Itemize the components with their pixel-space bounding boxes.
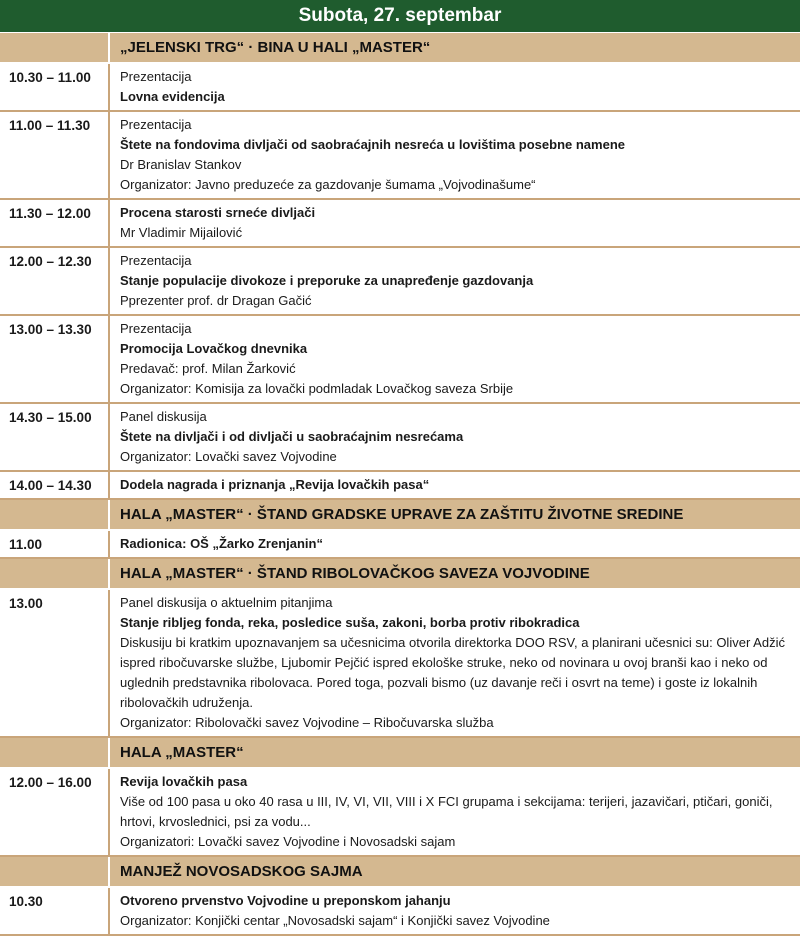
page-title: Subota, 27. septembar: [0, 0, 800, 33]
section-spacer: [0, 558, 109, 589]
section-header: [0, 558, 800, 589]
event-details: [109, 887, 800, 935]
event-details: [109, 471, 800, 499]
section-spacer: [0, 33, 109, 63]
schedule-row: [0, 530, 800, 558]
event-time: 12.00 – 12.30: [0, 247, 109, 315]
event-details: [109, 247, 800, 315]
event-title: Štete na divljači i od divljači u saobraćajnim nesrećama: [120, 429, 464, 444]
event-presenter: Mr Vladimir Mijailović: [120, 225, 243, 240]
schedule-row: [0, 471, 800, 499]
event-type: Panel diskusija o aktuelnim pitanjima: [120, 595, 333, 610]
event-time: 13.00 – 13.30: [0, 315, 109, 403]
section-spacer: [0, 856, 109, 887]
event-time: 12.00 – 16.00: [0, 768, 109, 856]
section-header: [0, 737, 800, 768]
event-type: Prezentacija: [120, 69, 192, 84]
event-organizer: Organizator: Ribolovački savez Vojvodine – Ribočuvarska služba: [120, 715, 494, 730]
event-description: Više od 100 pasa u oko 40 rasa u III, IV, VI, VII, VIII i X FCI grupama i sekcijama: terijeri, jazavičari, ptičari, goniči, hrtovi, krvoslednici, psi za vodu...: [120, 794, 773, 829]
event-details: [109, 589, 800, 737]
section-header: [0, 856, 800, 887]
section-title: HALA „MASTER“ · ŠTAND RIBOLOVAČKOG SAVEZA VOJVODINE: [109, 558, 800, 589]
event-description: Diskusiju bi kratkim upoznavanjem sa učesnicima otvorila direktorka DOO RSV, a planirani učesnici su: Oliver Adžić ispred ribočuvarske službe, Ljubomir Pejčić ispred ekološke struke, neko od novinara u ovoj branši kao i neko od uglednih predstavnika ribolovaca. Pored toga, pozvali bismo (uz davanje reči i osvrt na teme) i goste iz lokalnih ribolovačkih udruženja.: [120, 635, 785, 710]
event-title: Stanje ribljeg fonda, reka, posledice suša, zakoni, borba protiv ribokradica: [120, 615, 580, 630]
event-time: 10.30: [0, 887, 109, 935]
event-details: [109, 530, 800, 558]
event-organizer: Organizator: Lovački savez Vojvodine: [120, 449, 337, 464]
event-time: 11.30 – 12.00: [0, 199, 109, 247]
event-time: 11.00: [0, 530, 109, 558]
event-organizer: Organizator: Javno preduzeće za gazdovanje šumama „Vojvodinašume“: [120, 177, 536, 192]
event-organizer: Organizator: Konjički centar „Novosadski sajam“ i Konjički savez Vojvodine: [120, 913, 550, 928]
event-title: Radionica: OŠ „Žarko Zrenjanin“: [120, 536, 323, 551]
section-title: MANJEŽ NOVOSADSKOG SAJMA: [109, 856, 800, 887]
event-time: 14.30 – 15.00: [0, 403, 109, 471]
section-header: [0, 33, 800, 63]
event-title: Promocija Lovačkog dnevnika: [120, 341, 308, 356]
event-title: Štete na fondovima divljači od saobraćajnih nesreća u lovištima posebne namene: [120, 137, 625, 152]
event-details: [109, 63, 800, 111]
section-title: HALA „MASTER“ · ŠTAND GRADSKE UPRAVE ZA ZAŠTITU ŽIVOTNE SREDINE: [109, 499, 800, 530]
schedule-row: [0, 768, 800, 856]
event-presenter: Predavač: prof. Milan Žarković: [120, 361, 296, 376]
section-header: [0, 499, 800, 530]
event-type: Prezentacija: [120, 321, 192, 336]
event-type: Prezentacija: [120, 253, 192, 268]
event-type: Prezentacija: [120, 117, 192, 132]
event-time: 11.00 – 11.30: [0, 111, 109, 199]
schedule-row: [0, 199, 800, 247]
event-presenter: Pprezenter prof. dr Dragan Gačić: [120, 293, 312, 308]
section-title: „JELENSKI TRG“ · BINA U HALI „MASTER“: [109, 33, 800, 63]
event-details: [109, 199, 800, 247]
event-organizer: Organizatori: Lovački savez Vojvodine i Novosadski sajam: [120, 834, 456, 849]
event-type: Panel diskusija: [120, 409, 207, 424]
event-title: Revija lovačkih pasa: [120, 774, 248, 789]
schedule-table: [0, 33, 800, 936]
schedule-row: [0, 589, 800, 737]
event-details: [109, 403, 800, 471]
schedule-row: [0, 247, 800, 315]
schedule-row: [0, 887, 800, 935]
event-time: 13.00: [0, 589, 109, 737]
event-title: Otvoreno prvenstvo Vojvodine u preponskom jahanju: [120, 893, 451, 908]
section-title: HALA „MASTER“: [109, 737, 800, 768]
schedule-row: [0, 403, 800, 471]
schedule-row: [0, 315, 800, 403]
schedule-row: [0, 63, 800, 111]
event-details: [109, 315, 800, 403]
event-presenter: Dr Branislav Stankov: [120, 157, 242, 172]
event-organizer: Organizator: Komisija za lovački podmladak Lovačkog saveza Srbije: [120, 381, 514, 396]
event-title: Lovna evidencija: [120, 89, 225, 104]
event-time: 14.00 – 14.30: [0, 471, 109, 499]
section-spacer: [0, 499, 109, 530]
event-title: Procena starosti srneće divljači: [120, 205, 316, 220]
event-details: [109, 111, 800, 199]
event-time: 10.30 – 11.00: [0, 63, 109, 111]
event-title: Dodela nagrada i priznanja „Revija lovačkih pasa“: [120, 477, 430, 492]
event-details: [109, 768, 800, 856]
event-title: Stanje populacije divokoze i preporuke za unapređenje gazdovanja: [120, 273, 534, 288]
schedule-row: [0, 111, 800, 199]
section-spacer: [0, 737, 109, 768]
